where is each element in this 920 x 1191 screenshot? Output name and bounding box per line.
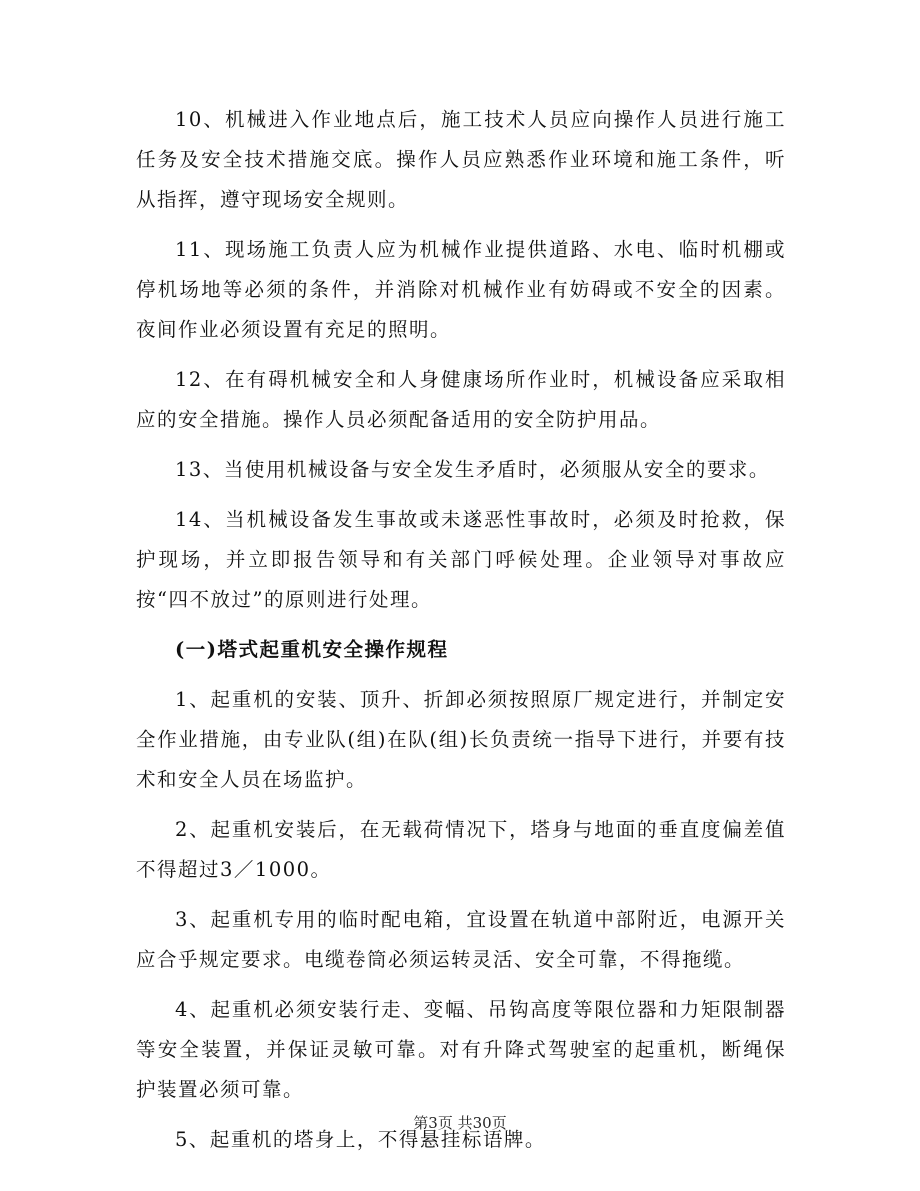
section-heading: (一)塔式起重机安全操作规程	[175, 638, 449, 661]
section-paragraph-2: 2、起重机安装后，在无载荷情况下，塔身与地面的垂直度偏差值不得超过3／1000。	[136, 818, 786, 881]
paragraph-item-14: 14、当机械设备发生事故或未遂恶性事故时，必须及时抢救，保护现场，并立即报告领导和有关部门呼候处理。企业领导对事故应按“四不放过”的原则进行处理。	[136, 508, 786, 611]
paragraph-item-13: 13、当使用机械设备与安全发生矛盾时，必须服从安全的要求。	[175, 458, 770, 481]
section-paragraph-3: 3、起重机专用的临时配电箱，宜设置在轨道中部附近，电源开关应合乎规定要求。电缆卷筒必须运转灵活、安全可靠，不得拖缆。	[136, 908, 786, 971]
section-paragraph-4: 4、起重机必须安装行走、变幅、吊钩高度等限位器和力矩限制器等安全装置，并保证灵敏可靠。对有升降式驾驶室的起重机，断绳保护装置必须可靠。	[136, 998, 786, 1101]
section-paragraph-1: 1、起重机的安装、顶升、折卸必须按照原厂规定进行，并制定安全作业措施，由专业队(组)在队(组)长负责统一指导下进行，并要有技术和安全人员在场监护。	[136, 688, 786, 791]
paragraph-item-10: 10、机械进入作业地点后，施工技术人员应向操作人员进行施工任务及安全技术措施交底。操作人员应熟悉作业环境和施工条件，听从指挥，遵守现场安全规则。	[136, 108, 786, 211]
paragraph-item-11: 11、现场施工负责人应为机械作业提供道路、水电、临时机棚或停机场地等必须的条件，并消除对机械作业有妨碍或不安全的因素。夜间作业必须设置有充足的照明。	[136, 238, 786, 341]
paragraph-item-12: 12、在有碍机械安全和人身健康场所作业时，机械设备应采取相应的安全措施。操作人员必须配备适用的安全防护用品。	[136, 368, 786, 431]
section-paragraph-5: 5、起重机的塔身上，不得悬挂标语牌。	[175, 1128, 546, 1151]
document-body	[136, 100, 786, 1170]
page-number: 第3页 共30页	[413, 1114, 507, 1132]
